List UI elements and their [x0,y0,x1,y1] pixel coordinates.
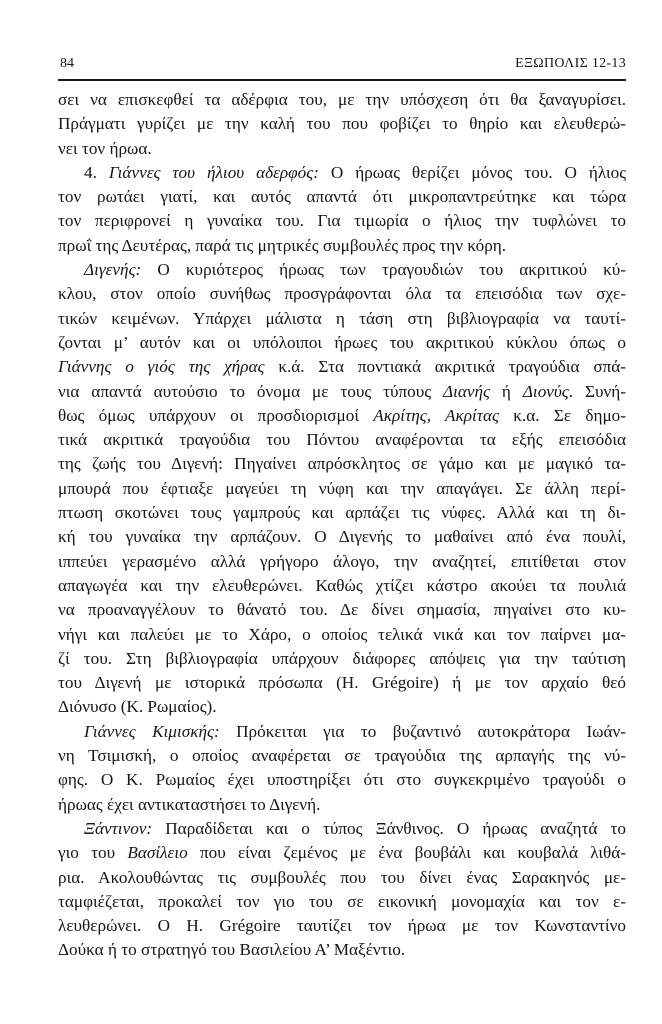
text-line [58,841,626,865]
paragraph [58,88,626,161]
text-run: Δούκα ή το στρατηγό του Βασιλείου Α’ Μαξέντιο. [58,940,406,960]
text-run: κλου, στον οποίο συνήθως προσγράφονται όλα τα επεισόδια των σχε- [58,284,626,304]
text-line [58,598,626,622]
text-line [58,890,626,914]
text-line [58,501,626,525]
text-line [58,307,626,331]
text-line [58,331,626,355]
text-run: ταμφιέζεται, προκαλεί τον γιο του σε εικονική μονομαχία και τον ε- [58,891,626,911]
text-line [58,404,626,428]
text-run: Διόνυσο (Κ. Ρωμαίος). [58,697,217,717]
text-run: τικών κειμένων. Υπάρχει μάλιστα η τάση στη βιβλιογραφία να ταυτί- [58,308,626,328]
text-run: 4. [84,162,109,182]
text-run: μπουρά που έφτιαξε μαγεύει τη νύφη και την απαγάγει. Σε άλλη περί- [58,478,626,498]
paragraph [58,258,626,720]
text-line [58,695,626,719]
text-line [58,744,626,768]
text-line [58,866,626,890]
italic-term: Ξάντινον: [84,818,153,838]
text-run: ιππεύει γερασμένο αλλά γρήγορο άλογο, την αναζητεί, επιτίθεται στον [58,551,626,571]
text-line [58,768,626,792]
text-run: γιο του [58,843,128,863]
italic-term: Διγενής: [84,260,142,280]
text-run: τον ρωτάει γιατί, και αυτός απαντά ότι μικροπαντρεύτηκε και τώρα [58,187,626,207]
italic-term: Ακρίτης, Ακρίτας [373,405,499,425]
text-run: κή του γυναίκα την αρπάζουν. Ο Διγενής το μαθαίνει από ένα πουλί, [58,527,626,547]
text-run: πτωση σκοτώνει τους γαμπρούς και αρπάζει τις νύφες. Αλλά και τη δι- [58,503,626,523]
text-line [58,88,626,112]
text-line [58,282,626,306]
page-header [58,56,626,80]
text-run: νη Τσιμισκή, ο οποίος αναφέρεται σε τραγούδια της αρπαγής της νύ- [58,746,626,766]
text-line [58,817,626,841]
text-run: απαγωγέα και την ελευθερώνει. Καθώς χτίζει κάστρο ακούει τα πουλιά [58,575,626,595]
text-line [58,258,626,282]
text-run: που είναι ζεμένος με ένα βουβάλι και κουβαλά λιθά- [187,843,626,863]
italic-term: Γιάννης ο γιός της χήρας [58,357,265,377]
italic-term: Βασίλειο [127,843,188,863]
text-line [58,161,626,185]
text-line [58,550,626,574]
text-run: κ.ά. Στα ποντιακά ακριτικά τραγούδια σπά- [264,357,626,377]
text-run: Πρόκειται για το βυζαντινό αυτοκράτορα Ιωάν- [219,721,626,741]
text-run: της ζωής του Διγενή: Πηγαίνει απρόσκλητος σε γάμο και με μαγικό τα- [58,454,626,474]
text-line [58,647,626,671]
text-run: να προαναγγέλουν το θάνατό του. Δε δίνει σημασία, πηγαίνει στο κυ- [58,600,626,620]
text-line [58,452,626,476]
text-run: πρωΐ της Δευτέρας, παρά τις μητρικές συμβουλές προς την κόρη. [58,235,507,255]
body-text [58,88,626,963]
text-line [58,209,626,233]
text-run: νει τον ήρωα. [58,138,152,158]
header-rule [58,79,626,81]
text-run: Ο κυριότερος ήρωας των τραγουδιών του ακριτικού κύ- [141,260,626,280]
text-line [58,380,626,404]
text-line [58,574,626,598]
italic-term: Γιάννες Κιμισκής: [84,721,220,741]
text-run: . Συνή- [568,381,626,401]
text-run: θως όμως υπάρχουν οι προσδιορισμοί [58,405,374,425]
text-run: νήγι και παλεύει με το Χάρο, ο οποίος τελικά νικά και τον παίρνει μα- [58,624,626,644]
italic-term: Γιάννες του ήλιου αδερφός: [108,162,319,182]
text-run: ή [490,381,523,401]
text-run: τικά ακριτικά τραγούδια του Πόντου αναφέρονται τα εξής επεισόδια [58,430,626,450]
paragraph [58,817,626,963]
text-run: σει να επισκεφθεί τα αδέρφια του, με την υπόσχεση ότι θα ξαναγυρίσει. [58,90,626,109]
text-run: του Διγενή με ιστορικά πρόσωπα (H. Grégoire) ή με τον αρχαίο θεό [58,673,626,693]
text-line [58,938,626,962]
text-run: ζί του. Στη βιβλιογραφία υπάρχουν διάφορες απόψεις για την ταύτιση [58,648,626,668]
running-head: ΕΞΩΠΟΛΙΣ 12-13 [515,56,626,71]
text-run: νια απαντά αυτούσιο το όνομα με τους τύπους [58,381,443,401]
text-run: Ο ήρωας θερίζει μόνος του. Ο ήλιος [318,162,627,182]
text-run: Πράγματι γυρίζει με την καλή του που φοβίζει το θηρίο και ελευθερώ- [58,114,626,134]
text-run: λευθερώνει. Ο H. Grégoire ταυτίζει τον ήρωα με τον Κωνσταντίνο [58,916,626,936]
text-run: ζονται μ’ αυτόν και οι υπόλοιποι ήρωες του ακριτικού κύκλου όπως ο [58,332,626,352]
text-line [58,793,626,817]
page-number: 84 [60,56,74,71]
text-line [58,428,626,452]
text-run: Παραδίδεται και ο τύπος Ξάνθινος. Ο ήρωας αναζητά το [152,818,626,838]
text-line [58,477,626,501]
text-line [58,671,626,695]
text-line [58,137,626,161]
text-run: κ.α. Σε δημο- [498,405,626,425]
text-line [58,112,626,136]
paragraph [58,161,626,258]
text-line [58,720,626,744]
text-line [58,185,626,209]
text-line [58,623,626,647]
text-line [58,234,626,258]
text-run: τον περιφρονεί η γυναίκα του. Για τιμωρία ο ήλιος την τυφλώνει το [58,211,626,231]
text-run: φης. Ο Κ. Ρωμαίος έχει υποστηρίξει ότι στο συγκεκριμένο τραγούδι ο [58,770,626,790]
text-run: ήρωας έχει αντικαταστήσει το Διγενή. [58,794,321,814]
text-line [58,914,626,938]
text-line [58,525,626,549]
text-line [58,355,626,379]
paragraph [58,720,626,817]
text-run: ρια. Ακολουθώντας τις συμβουλές που του δίνει ένας Σαρακηνός με- [58,867,626,887]
italic-term: Διανής [443,381,491,401]
italic-term: Διονύς [522,381,569,401]
